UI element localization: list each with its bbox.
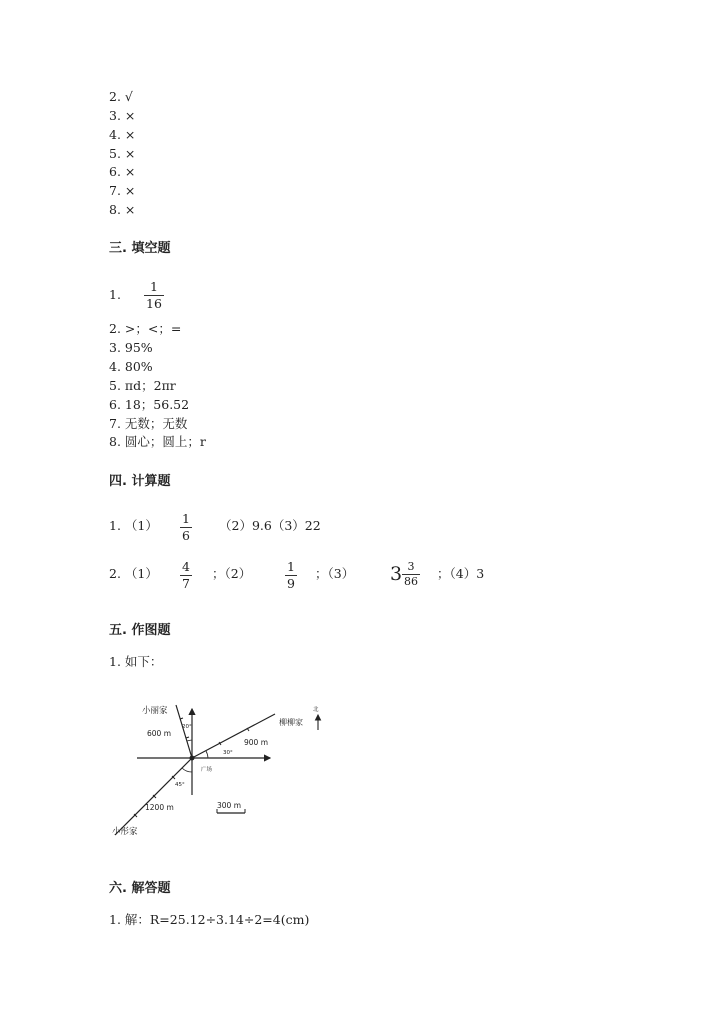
- fill-answer: 2. >；<；=: [109, 321, 182, 336]
- judge-item: 3. ×: [109, 108, 136, 123]
- calc-q2-prefix: 2. （1）: [109, 566, 158, 581]
- judge-item: 6. ×: [109, 164, 136, 179]
- label-angle-20: 20°: [182, 724, 192, 730]
- calc-q2-mixed-whole: 3: [390, 563, 403, 585]
- fill-q1-fraction: [144, 280, 164, 311]
- fraction-denominator: 86: [404, 575, 418, 588]
- label-liuliu: 柳柳家: [279, 718, 303, 727]
- label-angle-45: 45°: [175, 782, 185, 788]
- ray-xiaotong: [115, 758, 192, 835]
- ray-xiaoli: [176, 705, 192, 758]
- solve-q1: 1. 解：R=25.12÷3.14÷2=4(cm): [109, 912, 310, 927]
- label-scale: 300 m: [217, 801, 242, 810]
- fraction-numerator: 3: [407, 560, 415, 573]
- calc-q2-fraction-b: [285, 560, 297, 591]
- calc-q1-rest: （2）9.6（3）22: [219, 518, 321, 533]
- calc-q2-rest: ；（4）3: [437, 566, 485, 581]
- label-angle-30: 30°: [223, 750, 233, 756]
- fill-answer: 5. πd；2πr: [109, 378, 176, 393]
- section-heading-draw: 五. 作图题: [109, 623, 171, 638]
- fraction-denominator: 7: [182, 576, 190, 591]
- judge-item: 2. √: [109, 89, 133, 104]
- judge-item: 5. ×: [109, 146, 136, 161]
- calc-q2-fraction-a: [180, 560, 192, 591]
- fill-answer: 8. 圆心；圆上；r: [109, 434, 206, 449]
- judge-item: 4. ×: [109, 127, 136, 142]
- fill-answer: 4. 80%: [109, 359, 153, 374]
- judge-item: 7. ×: [109, 183, 136, 198]
- label-600: 600 m: [147, 729, 172, 738]
- label-north: 北: [313, 707, 319, 713]
- calc-q2-sep3: ；（3）: [315, 566, 355, 581]
- section-heading-fill: 三. 填空题: [109, 241, 171, 256]
- section-heading-calc: 四. 计算题: [109, 474, 171, 489]
- ray-liuliu: [192, 714, 275, 758]
- label-xiaoli: 小丽家: [142, 706, 168, 716]
- section-heading-solve: 六. 解答题: [109, 881, 171, 896]
- fill-answer: 7. 无数；无数: [109, 416, 188, 431]
- fraction-numerator: 1: [149, 279, 158, 294]
- fraction-denominator: 6: [182, 528, 190, 543]
- fraction-numerator: 1: [182, 511, 190, 526]
- calc-q2-sep2: ；（2）: [212, 566, 252, 581]
- calc-q2-mixed-fraction: [402, 561, 420, 588]
- label-900: 900 m: [244, 738, 269, 747]
- fraction-denominator: 16: [146, 296, 162, 311]
- judge-item: 8. ×: [109, 202, 136, 217]
- label-xiaotong: 小彤家: [112, 827, 138, 837]
- direction-diagram: [105, 695, 345, 840]
- fill-answer: 6. 18；56.52: [109, 397, 190, 412]
- calc-q1-prefix: 1. （1）: [109, 518, 158, 533]
- calc-q1-fraction: [180, 512, 192, 543]
- fill-answer: 3. 95%: [109, 340, 153, 355]
- label-square: 广场: [201, 767, 213, 773]
- fraction-numerator: 1: [287, 559, 295, 574]
- fill-q1-number: 1.: [109, 287, 121, 302]
- fraction-numerator: 4: [182, 559, 190, 574]
- draw-q1: 1. 如下：: [109, 654, 163, 669]
- label-1200: 1200 m: [145, 803, 174, 812]
- fraction-denominator: 9: [287, 576, 295, 591]
- square-point: [190, 756, 195, 761]
